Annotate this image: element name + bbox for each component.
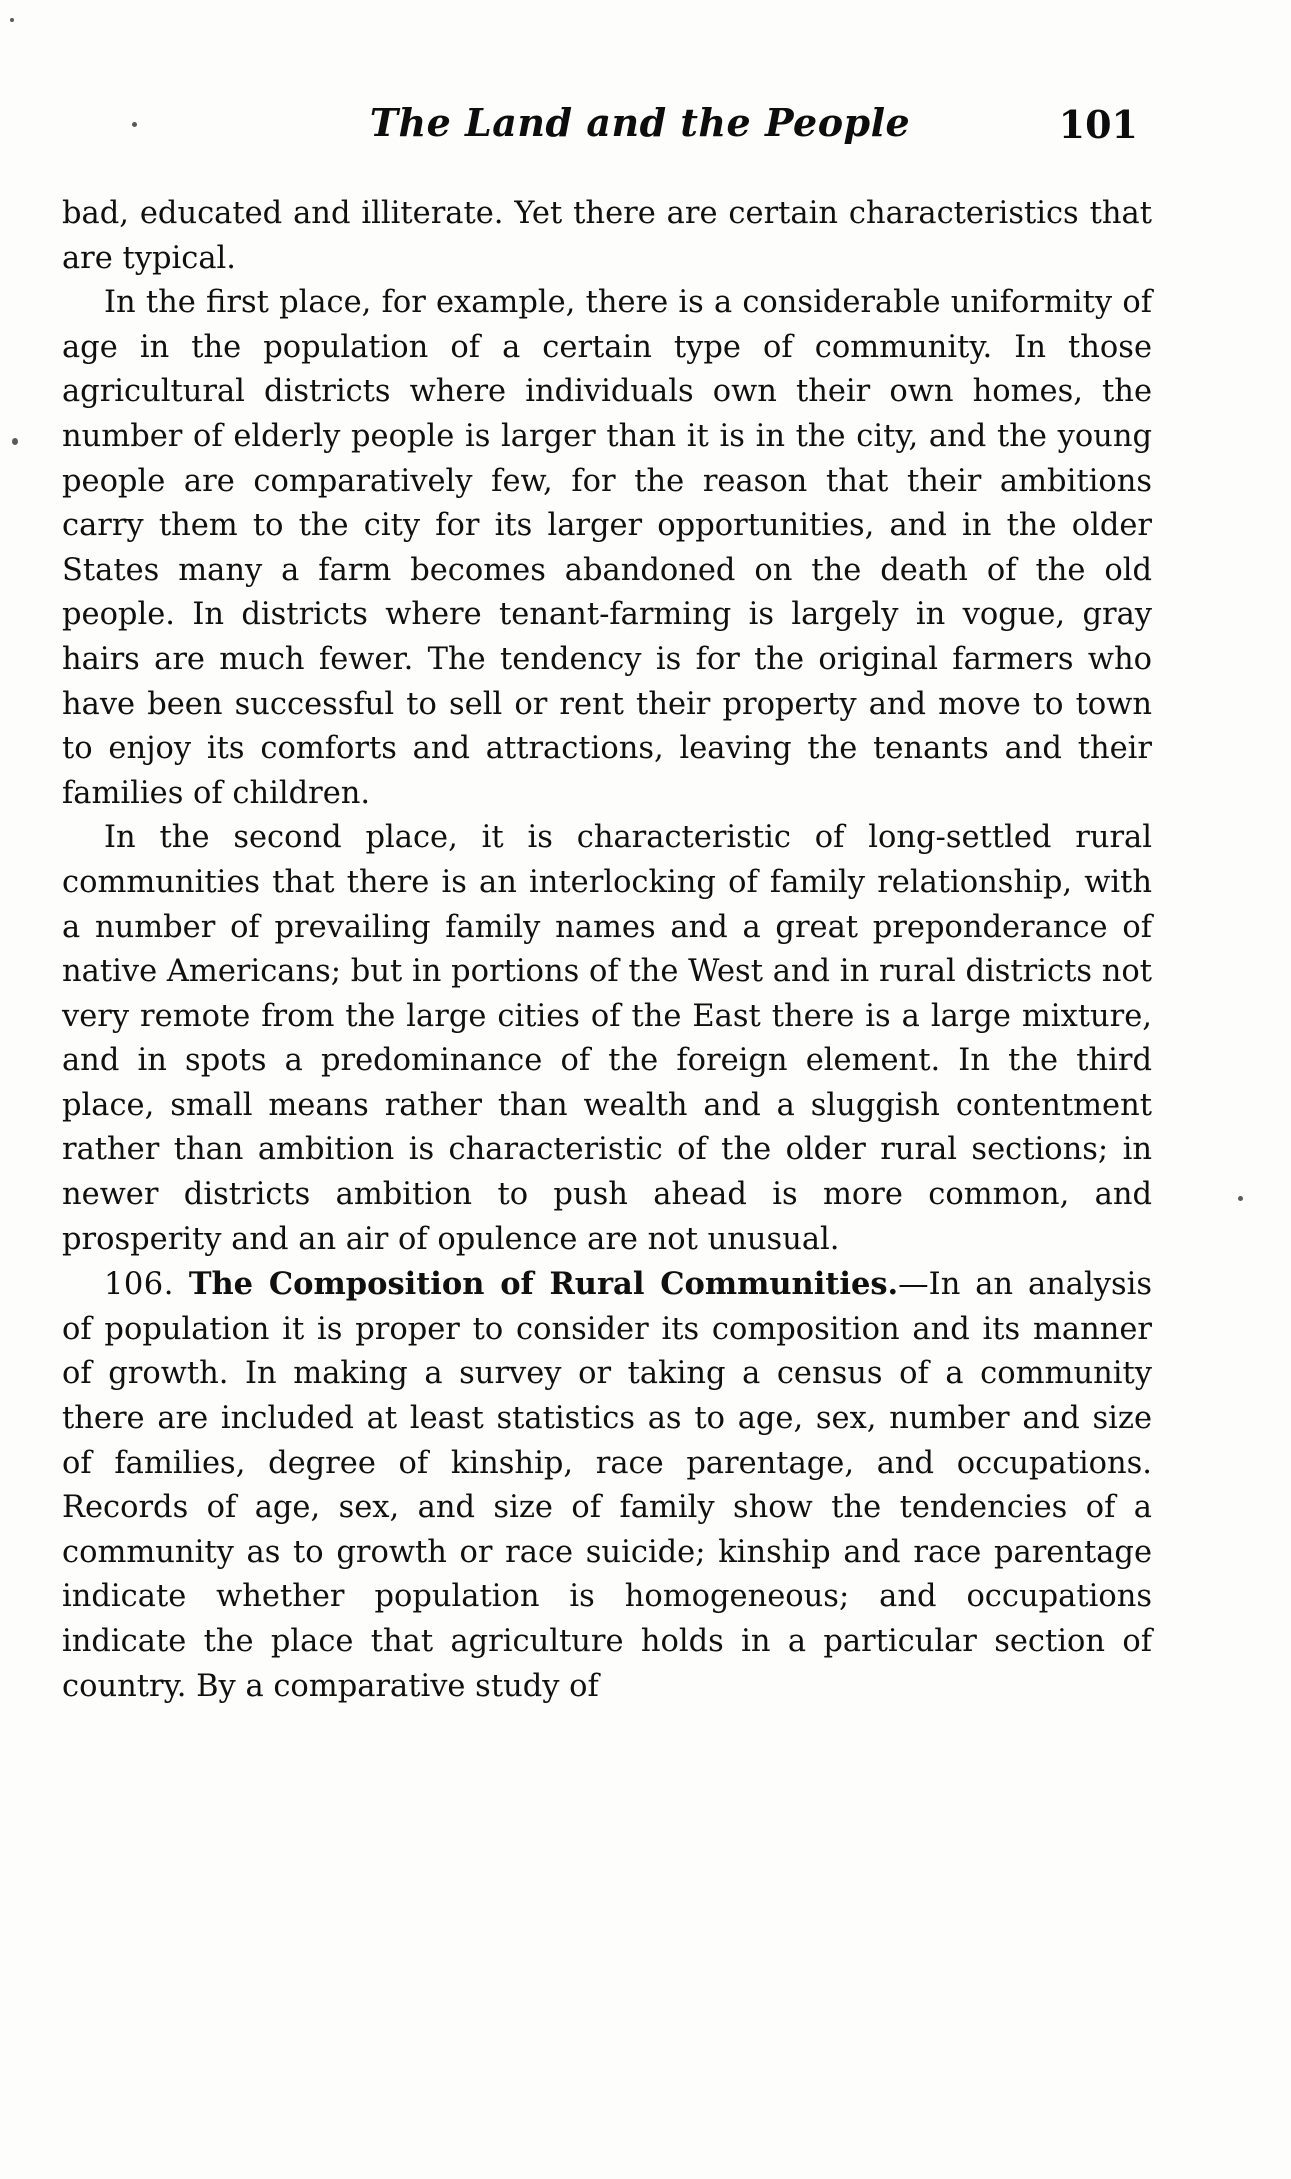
section-body: In an analysis of population it is proper to consider its composition and its manner of growth. In making a survey or taking a census of a community there are included at least statistics as to age, sex, number and size of families, degree of kinship, race parentage, and occupations. Records of age, sex, and size of family show the tendencies of a community as to growth or race suicide; kinship and race parentage indicate whether population is homogeneous; and occupations indicate the place that agriculture holds in a particular section of country. By a comparative study of xyxy=(62,1267,1152,1704)
stray-ink-mark xyxy=(10,18,14,22)
paragraph: In the first place, for example, there is a considerable uniformity of age in the population of a certain type of community. In those agricultural districts where individuals own their own homes, the number of elderly people is larger than it is in the city, and the young people are comparatively few, for the reason that their ambitions carry them to the city for its larger opportunities, and in the older States many a farm becomes abandoned on the death of the old people. In districts where tenant-farming is largely in vogue, gray hairs are much fewer. The tendency is for the original farmers who have been successful to sell or rent their property and move to town to enjoy its comforts and attractions, leaving the tenants and their families of children. xyxy=(62,285,1152,811)
body-text xyxy=(62,192,1152,1709)
section-number: 106. xyxy=(104,1267,174,1303)
page-number: 101 xyxy=(1058,102,1138,147)
paragraph-continuation: bad, educated and illiterate. Yet there are certain characteristics that are typical. xyxy=(62,196,1152,276)
paragraph: In the second place, it is characteristic of long-settled rural communities that there is an interlocking of family relationship, with a number of prevailing family names and a great preponderance of native Americans; but in portions of the West and in rural districts not very remote from the large cities of the East there is a large mixture, and in spots a predominance of the foreign element. In the third place, small means rather than wealth and a sluggish contentment rather than ambition is characteristic of the older rural sections; in newer districts ambition to push ahead is more common, and prosperity and an air of opulence are not unusual. xyxy=(62,820,1152,1257)
section-dash: — xyxy=(898,1267,929,1303)
stray-ink-mark xyxy=(12,438,18,445)
page-header xyxy=(60,100,1160,160)
running-title: The Land and the People xyxy=(369,100,911,145)
section-heading: The Composition of Rural Communities. xyxy=(188,1266,899,1303)
section-paragraph xyxy=(62,1262,1152,1709)
stray-ink-mark xyxy=(1238,1196,1243,1201)
